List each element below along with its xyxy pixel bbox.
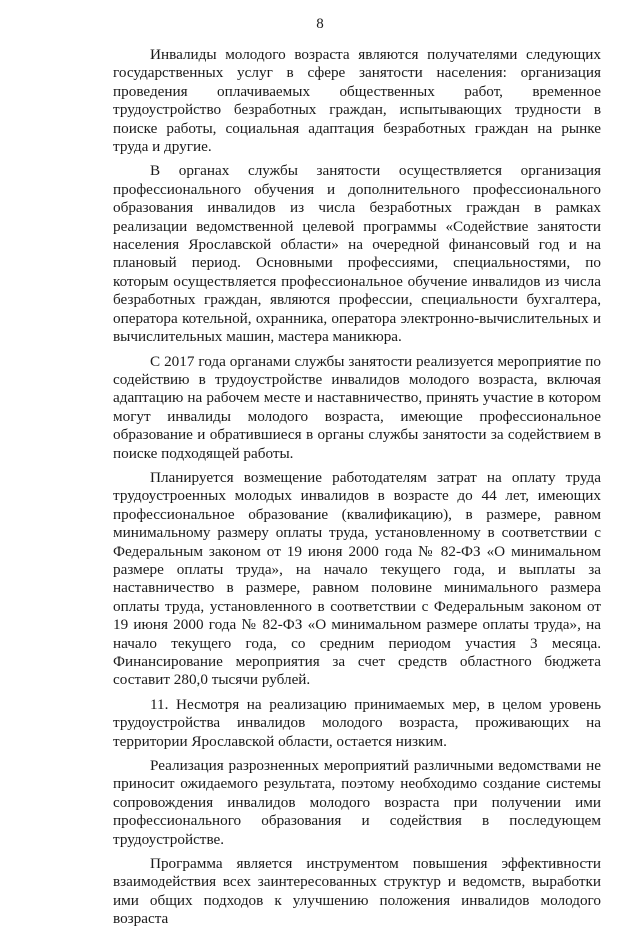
paragraph-2: В органах службы занятости осуществляется организация профессионального обучения и дополнительного профессионального образования инвалидов из числа безработных граждан в рамках реализации ведомственной целевой программы «Содействие занятости населения Ярославской области» на очередной финансовый год и на плановый период. Основными профессиями, специальностями, по которым осуществляется профессиональное обучение инвалидов из числа безработных граждан, являются профессии, специальности бухгалтера, оператора котельной, охранника, оператора электронно-вычислительных и вычислительных машин, мастера маникюра. (113, 162, 601, 346)
page-number: 8 (316, 16, 324, 32)
paragraph-4: Планируется возмещение работодателям затрат на оплату труда трудоустроенных молодых инвалидов в возрасте до 44 лет, имеющих профессиональное образование (квалификацию), в размере, равном минимальному размеру оплаты труда, установленному в соответствии с Федеральным законом от 19 июня 2000 года № 82-ФЗ «О минимальном размере оплаты труда», на начало текущего года, и выплаты за наставничество в размере, равном половине минимального размера оплаты труда, установленного в соответствии с Федеральным законом от 19 июня 2000 года № 82-ФЗ «О минимальном размере оплаты труда», на начало текущего года, со средним периодом участия 3 месяца. Финансирование мероприятия за счет средств областного бюджета составит 280,0 тысячи рублей. (113, 468, 601, 689)
paragraph-3: С 2017 года органами службы занятости реализуется мероприятие по содействию в трудоустройстве инвалидов молодого возраста, включая адаптацию на рабочем месте и наставничество, принять участие в котором могут инвалиды молодого возраста, имеющие профессиональное образование и обратившиеся в органы службы занятости за содействием в поиске подходящей работы. (113, 352, 601, 462)
document-body (113, 46, 601, 935)
paragraph-7: Программа является инструментом повышения эффективности взаимодействия всех заинтересованных структур и ведомств, выработки ими общих подходов к улучшению положения инвалидов молодого возраста (113, 855, 601, 928)
paragraph-5: 11. Несмотря на реализацию принимаемых мер, в целом уровень трудоустройства инвалидов молодого возраста, проживающих на территории Ярославской области, остается низким. (113, 695, 601, 750)
paragraph-6: Реализация разрозненных мероприятий различными ведомствами не приносит ожидаемого результата, поэтому необходимо создание системы сопровождения инвалидов молодого возраста при получении ими профессионального образования и содействия в последующем трудоустройстве. (113, 757, 601, 848)
paragraph-1: Инвалиды молодого возраста являются получателями следующих государственных услуг в сфере занятости населения: организация проведения оплачиваемых общественных работ, временное трудоустройство безработных граждан, испытывающих трудности в поиске работы, социальная адаптация безработных граждан на рынке труда и другие. (113, 46, 601, 156)
